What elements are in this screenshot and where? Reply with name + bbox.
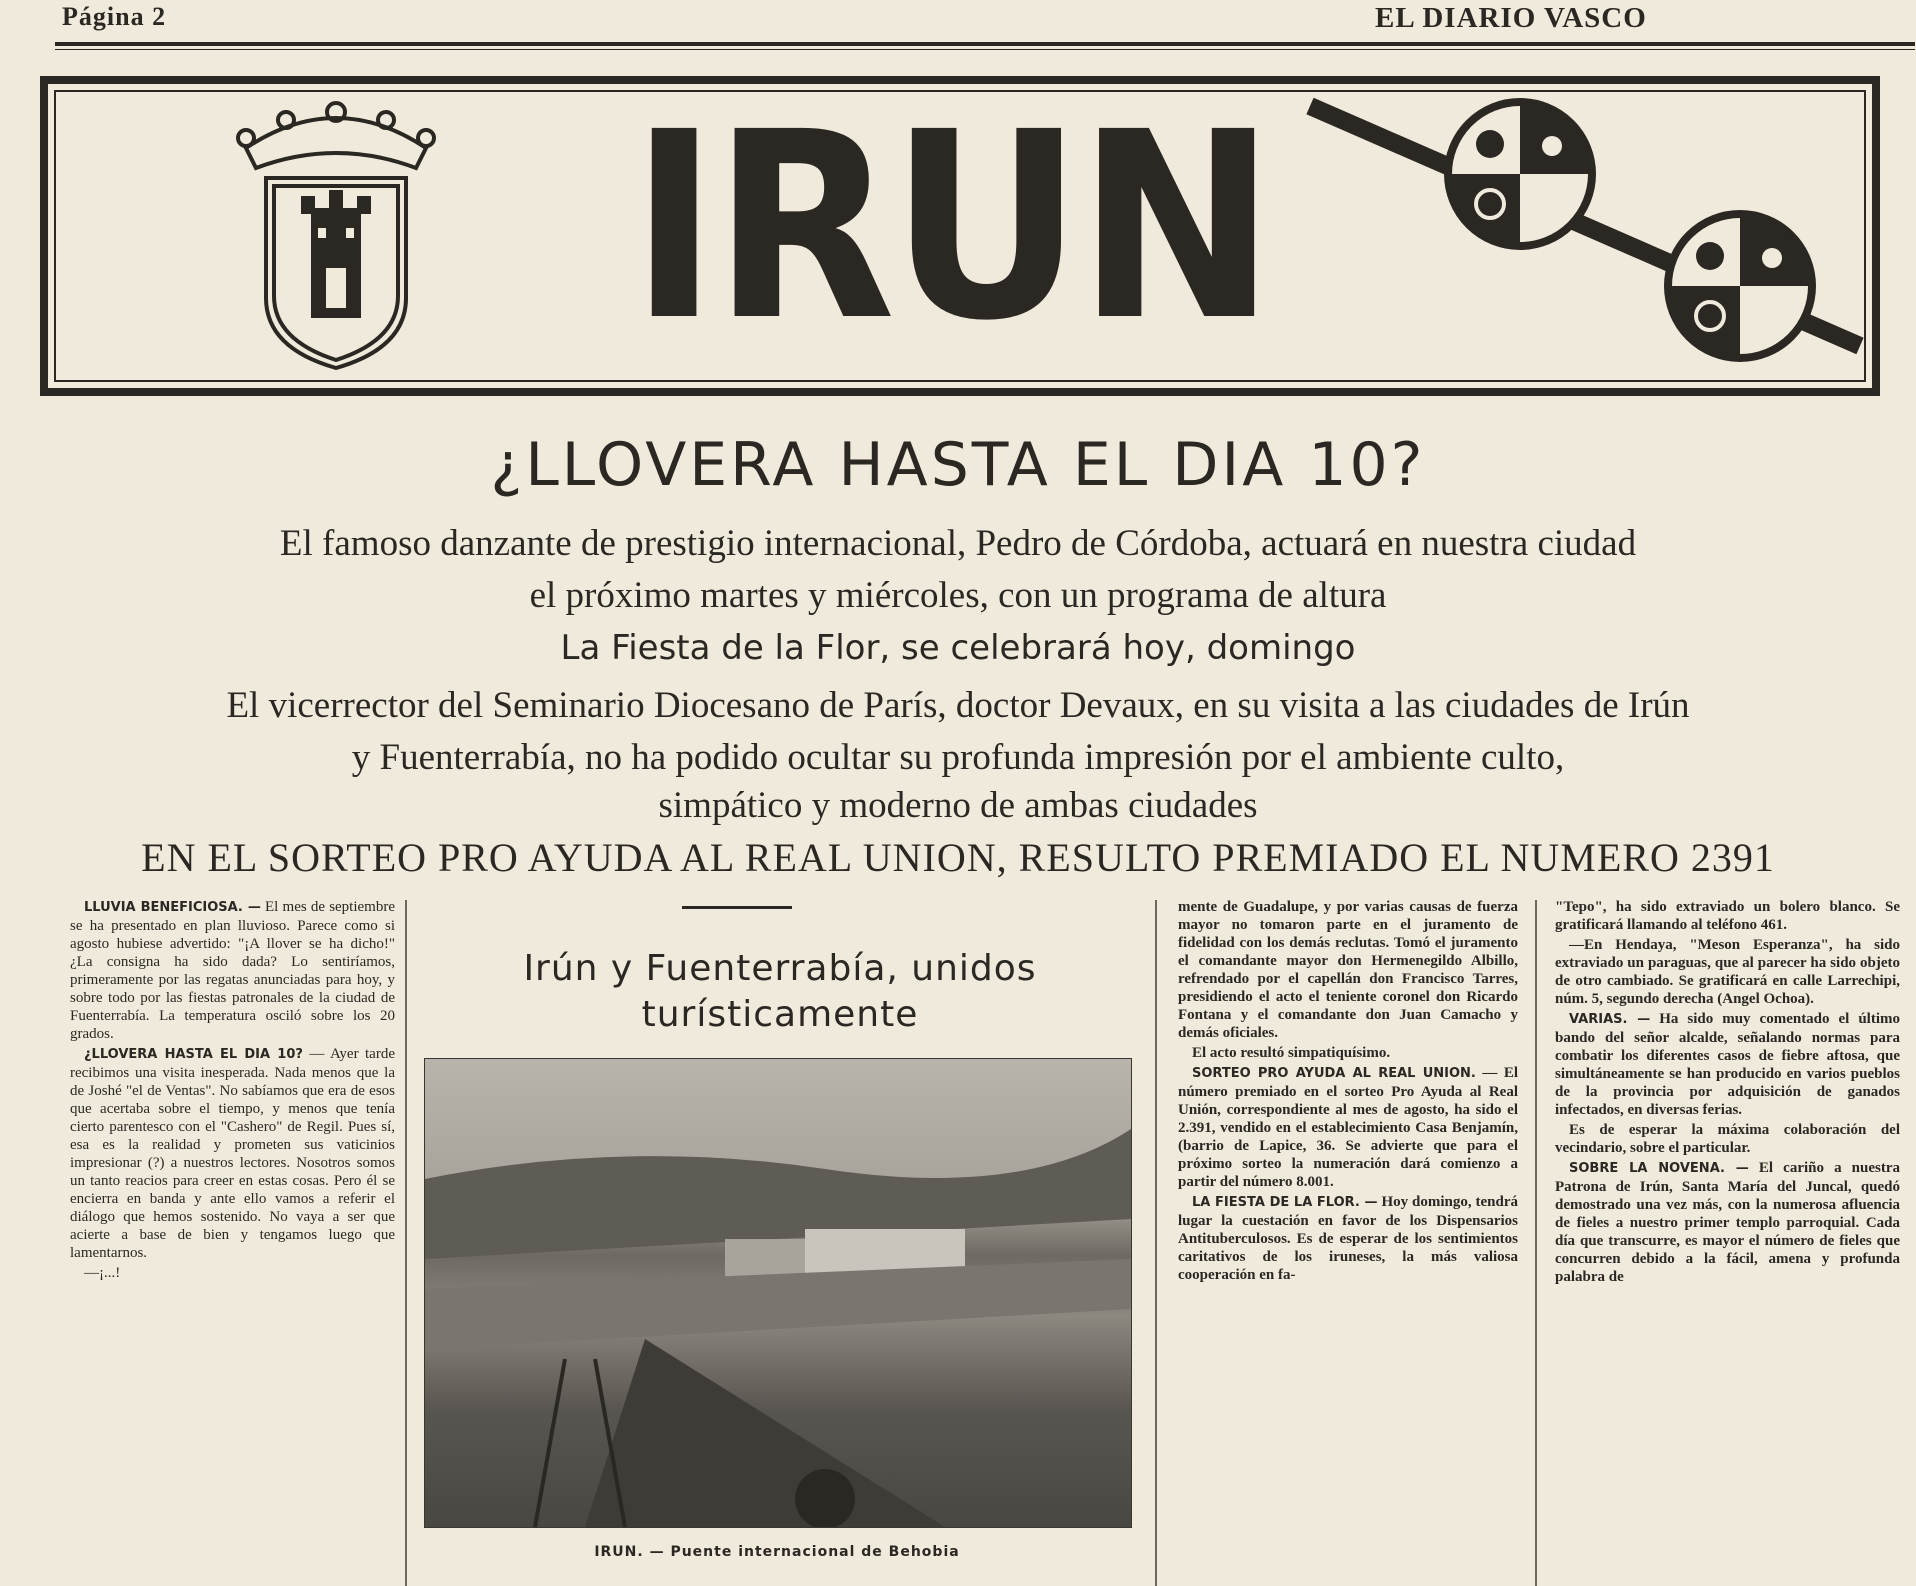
column-rule	[1155, 900, 1157, 1586]
article-column-1	[70, 898, 395, 1284]
paragraph: SORTEO PRO AYUDA AL REAL UNION. — El número premiado en el sorteo Pro Ayuda al Real Unión, correspondiente al mes de agosto, ha sido el 2.391, vendido en el establecimiento Casa Benjamín, (barrio de Lapice, 36. Se advierte que para el próximo sorteo la numeración dará comienzo a partir del número 8.001.	[1178, 1065, 1518, 1190]
paragraph: LA FIESTA DE LA FLOR. — Hoy domingo, tendrá lugar la cuestación en favor de los Dispensarios Antituberculosos. Es de esperar de los sentimientos caritativos de los iruneses, la más valiosa cooperación en fa-	[1178, 1194, 1519, 1283]
article-column-4	[1555, 898, 1900, 1288]
paragraph: SOBRE LA NOVENA. — El cariño a nuestra Patrona de Irún, Santa María del Juncal, quedó demostrado una vez más, con la numerosa afluencia de fieles a nuestro primer templo parroquial. Cada día que transcurre, es mayor el número de fieles que concurren debido a la fácil, amena y profunda palabra de	[1555, 1160, 1901, 1285]
paragraph: LLUVIA BENEFICIOSA. — El mes de septiembre se ha presentado en plan lluvioso. Parece como si agosto hubiese advertido: "¡A llover se ha dicho!" ¿La consigna ha sido dada? Lo sentiríamos, primeramente por las regatas anunciadas para hoy, y sobre todo por las fiestas patronales de la ciudad de Fuenterrabía. La temperatura osciló sobre los 20 grados.	[70, 899, 395, 1042]
paragraph: "Tepo", ha sido extraviado un bolero blanco. Se gratificará llamando al teléfono 461.	[1555, 899, 1900, 933]
banner-headline: EN EL SORTEO PRO AYUDA AL REAL UNION, RESULTO PREMIADO EL NUMERO 2391	[141, 835, 1775, 880]
paragraph: —En Hendaya, "Meson Esperanza", ha sido extraviado un paraguas, que al parecer ha sido objeto de otro cambiado. Se gratificará en calle Larrechipi, núm. 5, segundo derecha (Angel Ochoa).	[1555, 937, 1900, 1007]
paragraph: —¡...!	[84, 1265, 121, 1281]
railway-signal-icon	[1300, 96, 1870, 376]
paragraph-heading: SOBRE LA NOVENA. —	[1569, 1161, 1749, 1176]
column-rule	[1535, 900, 1537, 1586]
paragraph: ¿LLOVERA HASTA EL DIA 10? — Ayer tarde recibimos una visita inesperada. Nada menos que la de Joshé "el de Ventas". No sabíamos que era de esos que acertaba sobre el tiempo, y menos que tenía cierto parentesco con el "Cashero" de Regil. Pues sí, esa es la realidad y prometen sus vaticinios impresionar (?) a nuestros lectores. Nosotros somos un tanto reacios para creer en estas cosas. Pero él se encierra en banda y ante ello vamos a referir el diálogo que hemos sostenido. No vaya a ser que acierte a base de bien y tengamos luego que lamentarnos.	[70, 1046, 395, 1261]
deck-line-3b: y Fuenterrabía, no ha podido ocultar su profunda impresión por el ambiente culto,	[351, 737, 1565, 778]
paragraph: mente de Guadalupe, y por varias causas de fuerza mayor no tomaron parte en el juramento de fidelidad con los demás reclutas. Tomó el juramento el comandante mayor don Hermenegildo Albillo, refrendado por el capellán don Francisco Tarres, presidiendo el acto el teniente coronel don Ricardo Fontana y el comandante don Juan Camacho y demás oficiales.	[1178, 899, 1518, 1041]
article-column-3	[1178, 898, 1518, 1286]
bridge-photo	[424, 1058, 1132, 1528]
page-label: Página 2	[62, 2, 167, 31]
paragraph: El acto resultó simpatiquísimo.	[1192, 1045, 1391, 1061]
photo-caption: IRUN. — Puente internacional de Behobia	[594, 1544, 960, 1560]
article-title: Irún y Fuenterrabía, unidos turísticamente	[523, 948, 1037, 1035]
header-rule	[55, 42, 1915, 46]
paragraph: VARIAS. — Ha sido muy comentado el último bando del señor alcalde, señalando normas para combatir los diferentes casos de fiebre aftosa, que simultáneamente se han producido en varios pueblos de la provincia por adquisición de ganados infectados, en diversas ferias.	[1555, 1011, 1900, 1118]
column-rule	[405, 900, 407, 1586]
coat-of-arms-icon	[226, 98, 446, 378]
deck-line-3c: simpático y moderno de ambas ciudades	[658, 785, 1258, 826]
bridge-photo-illustration	[425, 1059, 1131, 1527]
deck-line-1b: el próximo martes y miércoles, con un programa de altura	[529, 575, 1387, 616]
paragraph-heading: LA FIESTA DE LA FLOR. —	[1192, 1195, 1378, 1210]
paragraph-heading: LLUVIA BENEFICIOSA. —	[84, 900, 261, 915]
paragraph-heading: ¿LLOVERA HASTA EL DIA 10?	[84, 1047, 303, 1062]
paragraph: Es de esperar la máxima colaboración del vecindario, sobre el particular.	[1555, 1122, 1900, 1156]
deck-line-1a: El famoso danzante de prestigio internacional, Pedro de Córdoba, actuará en nuestra ciudad	[279, 523, 1637, 564]
section-rule	[682, 906, 792, 909]
masthead-title: IRUN	[630, 77, 1271, 377]
main-headline: ¿LLOVERA HASTA EL DIA 10?	[490, 430, 1426, 500]
newspaper-name: EL DIARIO VASCO	[1375, 2, 1647, 34]
header-rule-thin	[55, 49, 1915, 50]
deck-line-3a: El vicerrector del Seminario Diocesano de París, doctor Devaux, en su visita a las ciudades de Irún	[226, 685, 1690, 726]
paragraph-heading: SORTEO PRO AYUDA AL REAL UNION.	[1192, 1066, 1476, 1081]
paragraph-heading: VARIAS. —	[1569, 1012, 1651, 1027]
deck-line-2: La Fiesta de la Flor, se celebrará hoy, domingo	[560, 628, 1356, 668]
